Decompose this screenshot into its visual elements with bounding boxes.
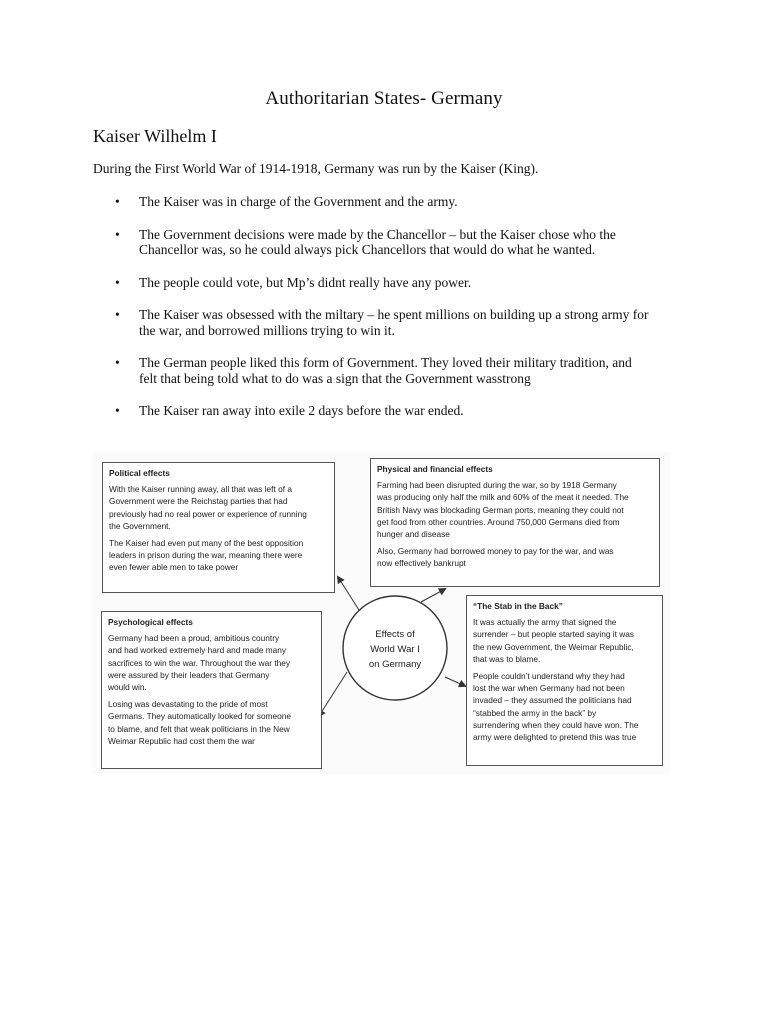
- box-paragraph: [109, 537, 328, 574]
- box-line: the Government.: [109, 520, 171, 531]
- box-line: and had worked extremely hard and made many: [108, 645, 287, 656]
- box-line: Germans. They automatically looked for someone: [108, 711, 291, 722]
- box-line: Germany had been a proud, ambitious country: [108, 633, 280, 644]
- bullet-item: [93, 275, 693, 291]
- effects-diagram: [93, 452, 671, 774]
- bullet-line: • The Government decisions were made by the Chancellor – but the Kaiser chose who the: [139, 226, 616, 242]
- bullet-item: [93, 194, 693, 210]
- box-line: lost the war when Germany had not been: [473, 683, 625, 694]
- page-title: Authoritarian States- Germany: [265, 88, 503, 109]
- section-heading: Kaiser Wilhelm I: [93, 126, 217, 146]
- political-effects-box: [102, 462, 335, 593]
- box-heading: “The Stab in the Back”: [473, 601, 563, 611]
- box-line: leaders in prison during the war, meaning there were: [109, 550, 303, 561]
- box-line: to blame, and felt that weak politicians in the New: [108, 723, 290, 734]
- bullet-line: felt that being told what to do was a sign that the Government wasstrong: [139, 370, 531, 386]
- box-paragraph: [108, 632, 315, 693]
- box-line: Farming had been disrupted during the war, so by 1918 Germany: [377, 480, 617, 491]
- box-heading: Physical and financial effects: [377, 464, 493, 474]
- box-line: invaded – they assumed the politicians had: [473, 695, 632, 706]
- bullet-item: [93, 227, 693, 258]
- box-line: “stabbed the army in the back” by: [473, 707, 597, 718]
- arrow-political: [338, 577, 359, 610]
- box-line: was producing only half the milk and 60% of the meat it needed. The: [377, 492, 629, 503]
- box-line: previously had no real power or experience of running: [109, 508, 307, 519]
- bullet-list: [93, 194, 693, 419]
- arrow-stab: [445, 677, 465, 686]
- box-heading: Psychological effects: [108, 617, 193, 627]
- box-line: surrendering when they could have won. The: [473, 719, 639, 730]
- arrow-psychological: [319, 672, 347, 716]
- bullet-line: • The German people liked this form of Government. They loved their military tradition, and: [139, 355, 632, 370]
- psychological-effects-box: [101, 611, 322, 769]
- bullet-line: • The Kaiser ran away into exile 2 days before the war ended.: [139, 403, 464, 418]
- box-line: army were delighted to pretend this was true: [473, 732, 637, 743]
- box-line: Weimar Republic had cost them the war: [108, 735, 255, 746]
- box-paragraph: [377, 479, 653, 540]
- box-line: would win.: [108, 682, 147, 693]
- box-line: With the Kaiser running away, all that was left of a: [109, 484, 292, 495]
- center-label-line: Effects of: [375, 629, 415, 640]
- stab-in-the-back-box: [466, 595, 663, 766]
- box-paragraph: [109, 483, 328, 532]
- bullet-line: • The Kaiser was obsessed with the miltary – he spent millions on building up a strong army for: [139, 307, 649, 322]
- box-line: hunger and disease: [377, 529, 450, 540]
- box-heading: Political effects: [109, 468, 170, 478]
- box-line: even fewer able men to take power: [109, 562, 239, 573]
- box-paragraph: [473, 616, 656, 665]
- center-label-line: World War I: [370, 644, 420, 655]
- box-line: get food from other countries. Around 750,000 Germans died from: [377, 516, 620, 527]
- bullet-line: the war, and borrowed millions trying to win it.: [139, 322, 395, 338]
- box-line: surrender – but people started saying it was: [473, 629, 634, 640]
- box-line: the new Government, the Weimar Republic,: [473, 641, 634, 652]
- center-label: [355, 627, 435, 672]
- box-paragraph: [473, 670, 656, 743]
- box-line: now effectively bankrupt: [377, 558, 466, 569]
- box-line: Also, Germany had borrowed money to pay for the war, and was: [377, 546, 614, 557]
- box-line: People couldn’t understand why they had: [473, 671, 625, 682]
- bullet-line: • The people could vote, but Mp’s didnt really have any power.: [139, 274, 472, 290]
- box-line: that was to blame.: [473, 653, 541, 664]
- box-line: It was actually the army that signed the: [473, 617, 617, 628]
- center-label-line: on Germany: [368, 659, 422, 670]
- box-paragraph: [108, 698, 315, 747]
- box-line: Losing was devastating to the pride of most: [108, 699, 268, 710]
- box-line: sacrifices to win the war. Throughout the war they: [108, 657, 291, 668]
- arrow-physical: [421, 589, 445, 602]
- bullet-line: • The Kaiser was in charge of the Government and the army.: [139, 194, 458, 209]
- bullet-line: Chancellor was, so he could always pick Chancellors that would do what he wanted.: [139, 242, 596, 257]
- bullet-item: [93, 307, 693, 338]
- intro-paragraph: During the First World War of 1914-1918, Germany was run by the Kaiser (King).: [93, 161, 539, 176]
- box-paragraph: [377, 545, 653, 569]
- physical-financial-effects-box: [370, 458, 660, 587]
- bullet-item: [93, 403, 693, 419]
- bullet-item: [93, 355, 693, 386]
- box-line: Government were the Reichstag parties that had: [109, 496, 288, 507]
- box-line: were assured by their leaders that Germany: [108, 669, 270, 680]
- box-line: British Navy was blockading German ports, meaning they could not: [377, 504, 624, 515]
- box-line: The Kaiser had even put many of the best opposition: [109, 538, 304, 549]
